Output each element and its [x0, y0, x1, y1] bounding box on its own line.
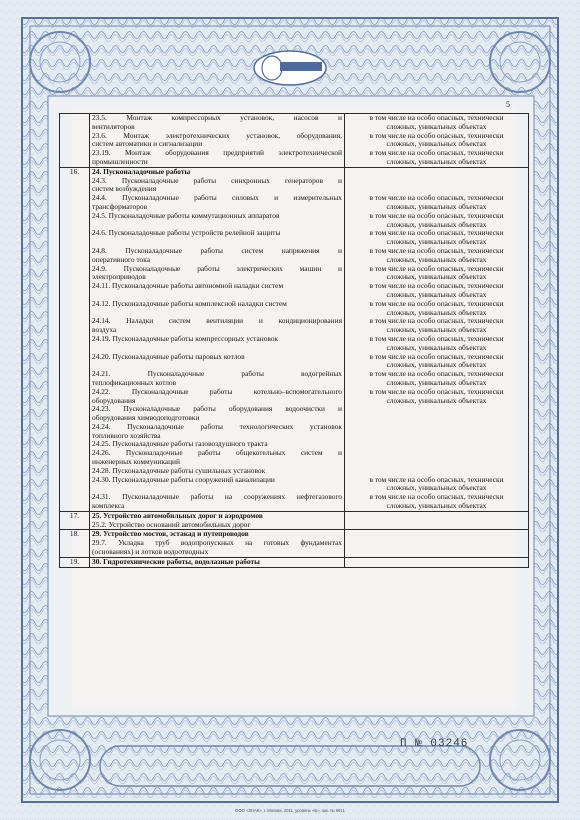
- work-item: 24.23. Пусконаладочные работы оборудования водоочистки и оборудования химводоподготовки: [92, 405, 342, 423]
- hazard-note: в том числе на особо опасных, технически сложных, уникальных объектах: [369, 492, 504, 511]
- work-group: [90, 530, 345, 557]
- hazard-note: в том числе на особо опасных, технически сложных, уникальных объектах: [369, 148, 504, 166]
- work-group-heading: 29. Устройство мостов, эстакад и путепроводов: [92, 529, 249, 539]
- row-number: 17.: [60, 511, 90, 530]
- work-group: [90, 557, 345, 567]
- hazard-note: в том числе на особо опасных, технически сложных, уникальных объектах: [369, 210, 504, 229]
- hazard-note: в том числе на особо опасных, технически сложных, уникальных объектах: [369, 474, 504, 493]
- work-item: 24.3. Пусконаладочные работы синхронных генераторов и систем возбуждения: [92, 176, 342, 194]
- row-number: 18.: [60, 530, 90, 557]
- page-number: 5: [506, 100, 510, 109]
- table-row: [60, 167, 529, 511]
- hazard-note: в том числе на особо опасных, технически сложных, уникальных объектах: [369, 298, 504, 317]
- work-item: 24.12. Пусконаладочные работы комплексной наладки систем: [92, 299, 287, 308]
- work-item: 24.31. Пусконаладочные работы на сооружениях нефтегазового комплекса: [92, 493, 342, 511]
- work-item: 23.5. Монтаж компрессорных установок, насосов и вентиляторов: [92, 114, 342, 131]
- printer-imprint: ООО «ЗНАК», г. Москва, 2011, уровень «Б», зак. № 6911: [235, 808, 345, 813]
- work-item: 24.20. Пусконаладочные работы паровых котлов: [92, 352, 245, 361]
- work-item: 24.22. Пусконаладочные работы котельно–вспомогательного оборудования: [92, 387, 342, 405]
- work-item: 24.8. Пусконаладочные работы систем напряжения и оперативного тока: [92, 246, 342, 264]
- row-number: 19.: [60, 557, 90, 567]
- hazard-note: в том числе на особо опасных, технически сложных, уникальных объектах: [369, 130, 504, 149]
- hazard-note: в том числе на особо опасных, технически сложных, уникальных объектах: [369, 316, 504, 335]
- table-row: [60, 114, 529, 168]
- work-group-heading: 24. Пусконаладочные работы: [92, 166, 191, 176]
- hazard-note: в том числе на особо опасных, технически сложных, уникальных объектах: [369, 351, 504, 370]
- table-row: [60, 511, 529, 530]
- hazard-note: в том числе на особо опасных, технически сложных, уникальных объектах: [369, 386, 504, 405]
- hazard-note: в том числе на особо опасных, технически сложных, уникальных объектах: [369, 245, 504, 264]
- work-item: 24.14. Наладки систем вентиляции и кондиционирования воздуха: [92, 317, 342, 335]
- work-group-heading: 25. Устройство автомобильных дорог и аэродромов: [92, 510, 263, 520]
- work-group: [90, 167, 345, 511]
- work-item: 24.30. Пусконаладочные работы сооружений канализации: [92, 475, 275, 484]
- work-item: 24.6. Пусконаладочные работы устройств релейной защиты: [92, 229, 281, 238]
- work-item: 24.9. Пусконаладочные работы электрических машин и электроприводов: [92, 264, 342, 282]
- note-column: [345, 167, 529, 511]
- hazard-note: в том числе на особо опасных, технически сложных, уникальных объектах: [369, 281, 504, 299]
- work-item: 24.24. Пусконаладочные работы технологических установок топливного хозяйства: [92, 422, 342, 440]
- work-group: [90, 511, 345, 530]
- work-group: [90, 114, 345, 168]
- work-item: 24.25. Пусконаладочные работы газовоздушного тракта: [92, 440, 268, 449]
- work-item: 23.6. Монтаж электротехнических установок, оборудования, систем автоматики и сигнализации: [92, 131, 342, 149]
- note-column: [345, 114, 529, 168]
- work-item: 29.7. Укладка труб водопропускных на готовых фундаментах (основаниях) и лотков водоотводных: [92, 539, 342, 557]
- work-item: 24.26. Пусконаладочные работы общекотельных систем и инженерных коммуникаций: [92, 449, 342, 467]
- hazard-note: в том числе на особо опасных, технически сложных, уникальных объектах: [369, 193, 504, 211]
- work-item: 24.4. Пусконаладочные работы силовых и измерительных трансформаторов: [92, 194, 342, 211]
- work-types-table: [59, 113, 529, 568]
- hazard-note: в том числе на особо опасных, технически сложных, уникальных объектах: [369, 113, 504, 131]
- note-column: [345, 530, 529, 557]
- work-item: 23.19. Монтаж оборудования предприятий электротехнической промышленности: [92, 149, 342, 166]
- hazard-note: в том числе на особо опасных, технически сложных, уникальных объектах: [369, 333, 504, 352]
- work-item: 25.2. Устройство оснований автомобильных дорог: [92, 520, 251, 529]
- note-column: [345, 511, 529, 530]
- work-item: 24.21. Пусконаладочные работы водогрейных теплофикационных котлов: [92, 370, 342, 387]
- work-item: 24.11. Пусконаладочные работы автономной наладки систем: [92, 282, 284, 291]
- row-number: 16.: [60, 167, 90, 511]
- work-item: 24.5. Пусконаладочные работы коммутационных аппаратов: [92, 211, 280, 220]
- work-item: 24.28. Пусконаладочные работы сушильных установок: [92, 466, 266, 475]
- table-row: [60, 557, 529, 567]
- work-item: 24.19. Пусконаладочные работы компрессорных установок: [92, 334, 279, 343]
- row-number: [60, 114, 90, 168]
- emblem-logo: [250, 48, 330, 88]
- hazard-note: в том числе на особо опасных, технически сложных, уникальных объектах: [369, 263, 504, 282]
- table-row: [60, 530, 529, 557]
- note-column: [345, 557, 529, 567]
- work-group-heading: 30. Гидротехнические работы, водолазные работы: [92, 556, 260, 566]
- hazard-note: в том числе на особо опасных, технически сложных, уникальных объектах: [369, 228, 504, 247]
- hazard-note: в том числе на особо опасных, технически сложных, уникальных объектах: [369, 369, 504, 387]
- serial-number: П № 03246: [400, 738, 469, 750]
